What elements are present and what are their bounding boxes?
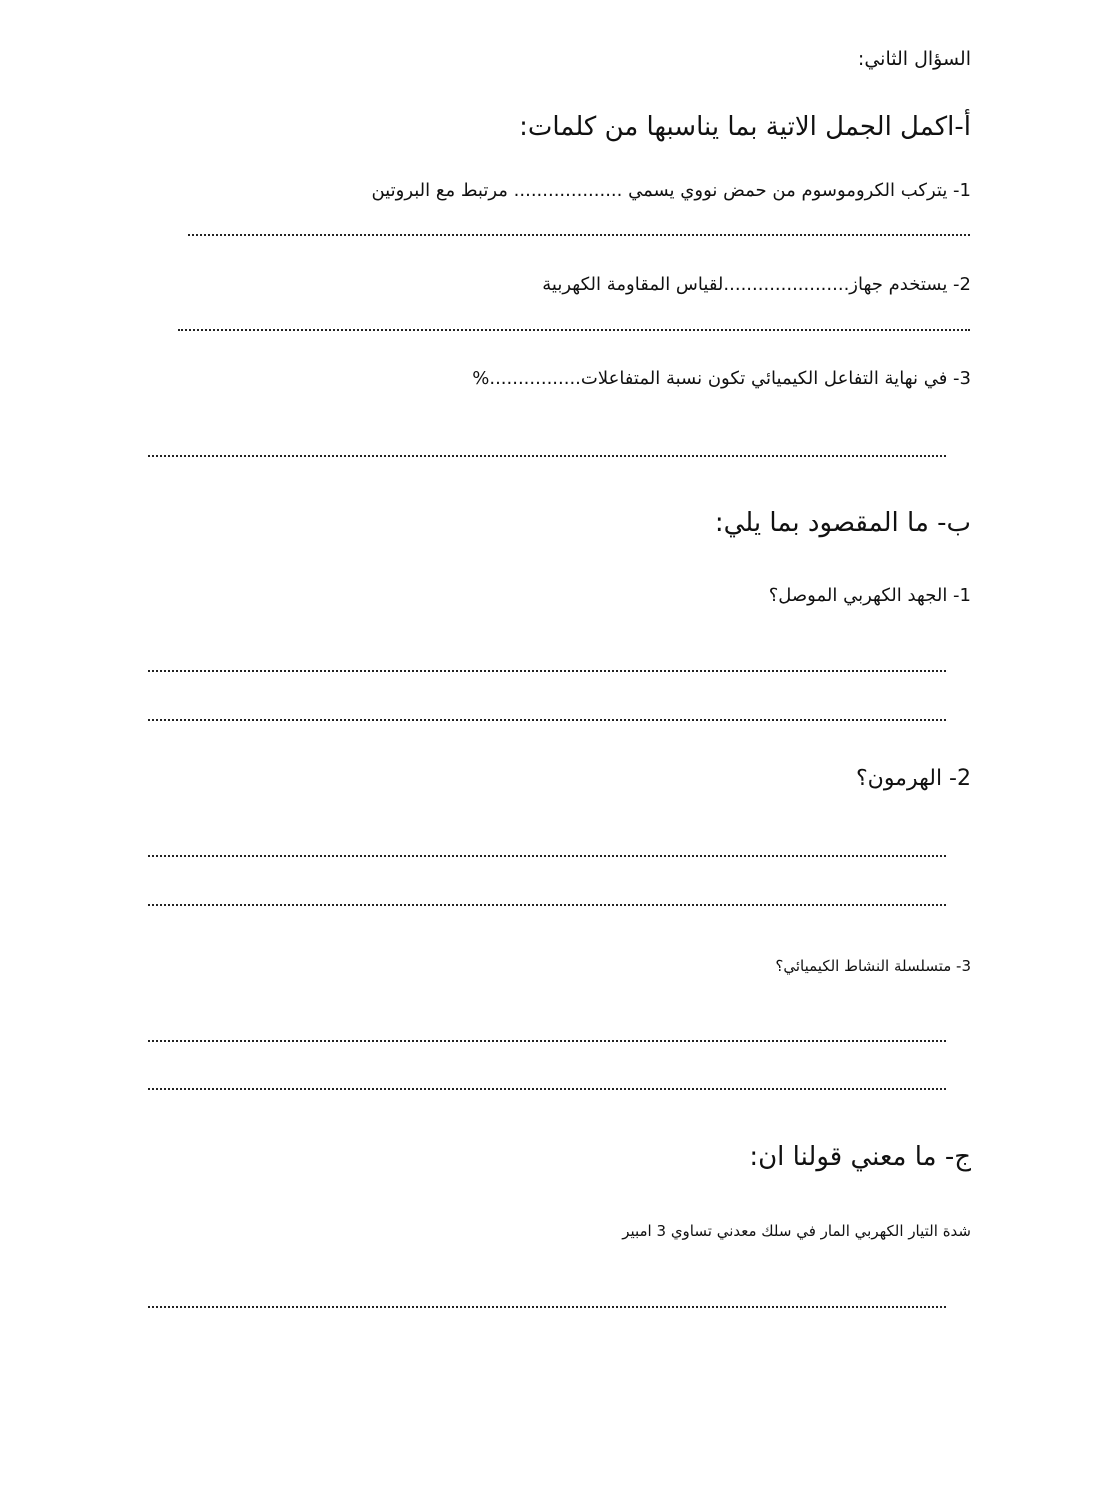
section-a-heading: أ-اكمل الجمل الاتية بما يناسبها من كلمات: bbox=[519, 112, 971, 142]
question-title: السؤال الثاني: bbox=[857, 48, 971, 70]
answer-line[interactable] bbox=[148, 1040, 946, 1042]
answer-line[interactable] bbox=[148, 855, 946, 857]
section-a-item-3: 3- في نهاية التفاعل الكيميائي تكون نسبة المتفاعلات................% bbox=[472, 368, 971, 389]
section-c-statement: شدة التيار الكهربي المار في سلك معدني تساوي 3 امبير bbox=[622, 1222, 971, 1240]
answer-line[interactable] bbox=[148, 904, 946, 906]
section-b-heading: ب- ما المقصود بما يلي: bbox=[714, 508, 971, 538]
section-a-item-2: 2- يستخدم جهاز......................لقياس المقاومة الكهربية bbox=[542, 274, 971, 295]
answer-line[interactable] bbox=[148, 670, 946, 672]
section-b-item-1: 1- الجهد الكهربي الموصل؟ bbox=[768, 585, 971, 606]
section-b-item-3: 3- متسلسلة النشاط الكيميائي؟ bbox=[775, 957, 971, 975]
answer-line[interactable] bbox=[148, 1306, 946, 1308]
answer-line[interactable] bbox=[148, 1088, 946, 1090]
section-c-heading: ج- ما معني قولنا ان: bbox=[749, 1142, 971, 1172]
answer-line[interactable] bbox=[188, 234, 970, 236]
section-b-item-2: 2- الهرمون؟ bbox=[855, 766, 971, 791]
section-a-item-1: 1- يتركب الكروموسوم من حمض نووي يسمي ................... مرتبط مع البروتين bbox=[371, 180, 971, 201]
answer-line[interactable] bbox=[148, 719, 946, 721]
answer-line[interactable] bbox=[148, 455, 946, 457]
answer-line[interactable] bbox=[178, 329, 970, 331]
